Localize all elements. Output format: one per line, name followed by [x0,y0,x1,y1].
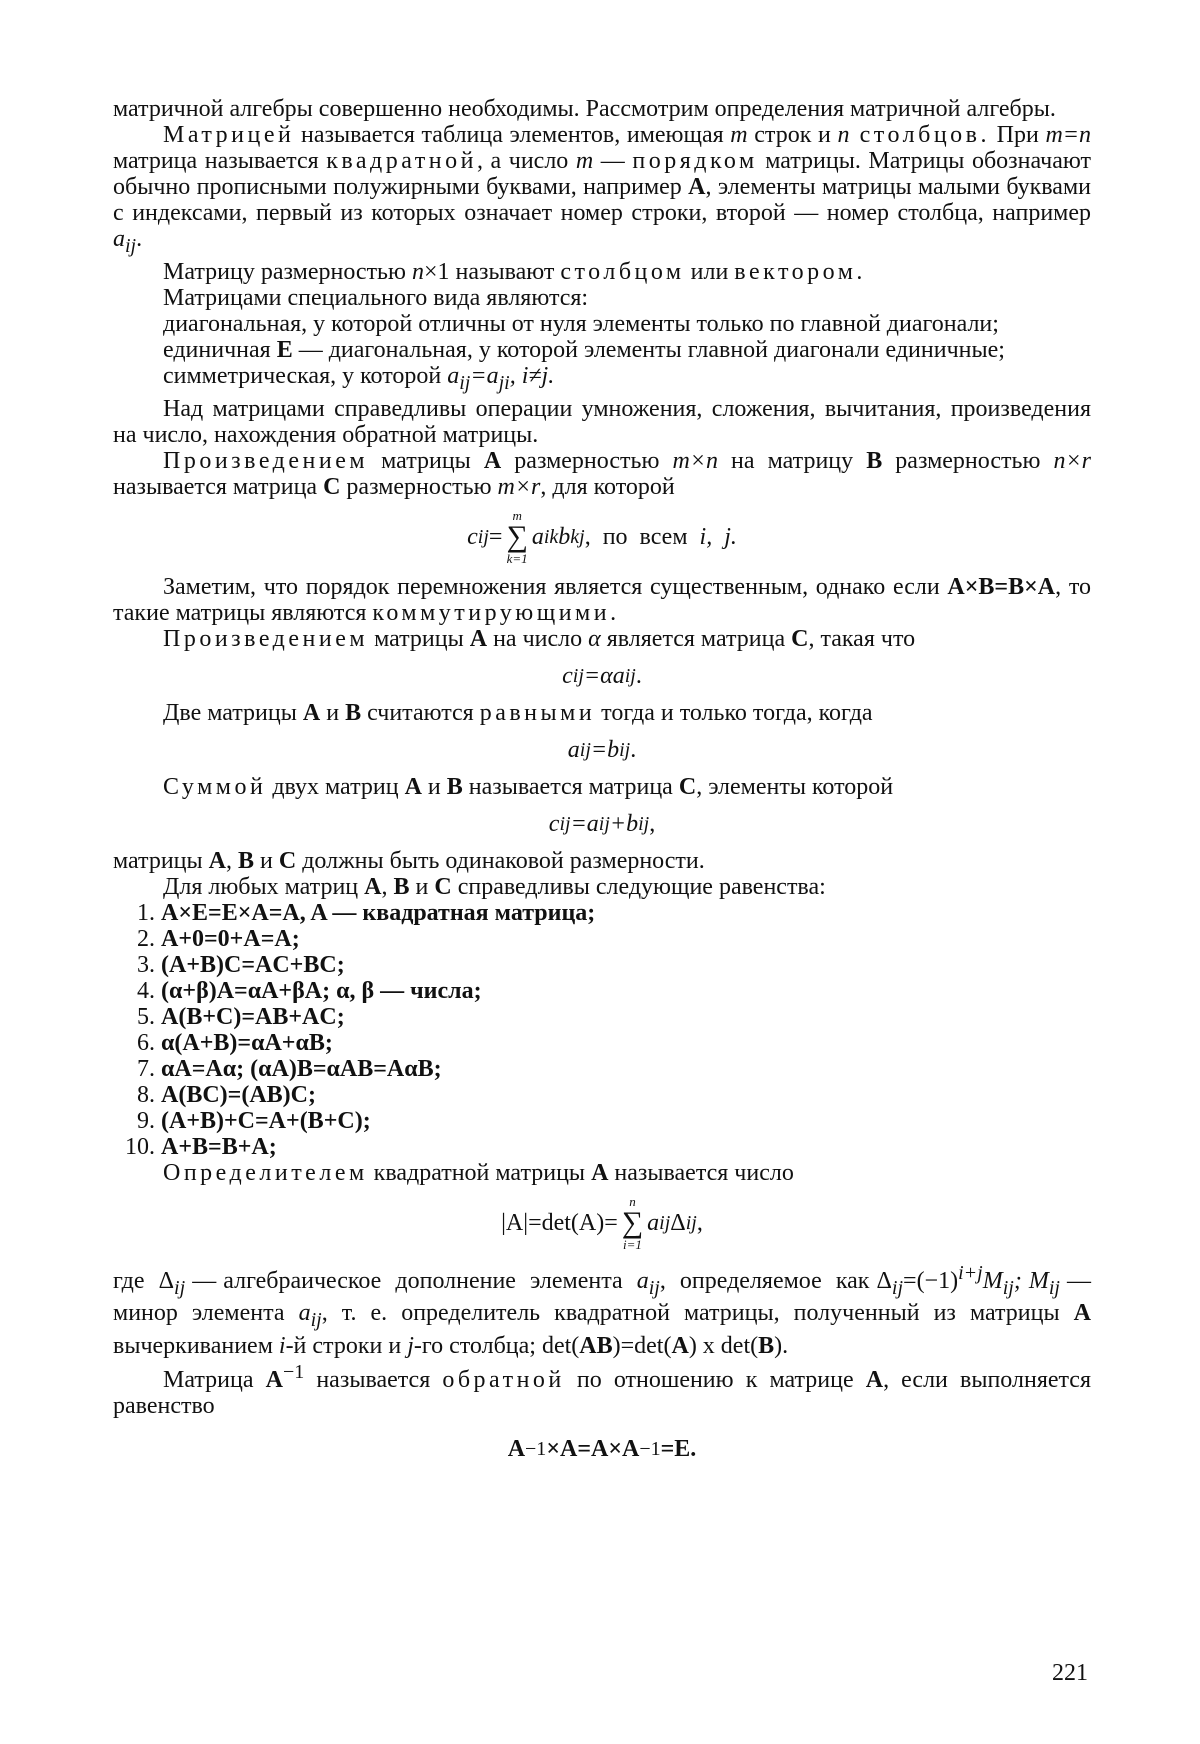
paragraph-matrix-definition: Матрицей называется таблица элементов, имеющая m строк и n столбцов. При m=n матрица называется квадратной, а число m — порядком матрицы. Матрицы обозначают обычно прописными полужирными буквами, например A, элементы матрицы малыми буквами с индексами, первый из которых означает номер строки, второй — номер столбца, например $a_{ij}$. [113,122,1091,257]
paragraph: Над матрицами справедливы операции умножения, сложения, вычитания, произведения на число, нахождения обратной матрицы. [113,395,1091,448]
list-item: 4. (α+β)A=αA+βA; α, β — числа; [137,977,482,1004]
paragraph: матричной алгебры совершенно необходимы. Рассмотрим определения матричной алгебры. [113,96,1056,122]
paragraph: единичная E — диагональная, у которой элементы главной диагонали единичные; [163,336,1005,363]
page-content [113,96,1091,1479]
paragraph-cofactor: где $\Delta_{ij}$ — алгебраическое дополнение элемента $a_{ij}$, определяемое как $\Delta_{ij}=(-1)^{i+j}M_{ij}$; $M_{ij}$ — минор элемента $a_{ij}$, т. е. определитель квадратной матрицы, полученный из матрицы A вычеркиванием i-й строки и j-го столбца; det(AB)=det(A) x det(B). [113,1261,1092,1360]
list-item: 1. A×E=E×A=A, A — квадратная матрица; [137,899,596,926]
list-item: 2. A+0=0+A=A; [137,925,300,952]
formula-inverse: A −1 ×A=A×A −1 =E. [507,1436,697,1463]
list-item: 6. α(A+B)=αA+αB; [137,1029,333,1056]
formula-determinant: |A|=det(A)= n ∑ i=1 a ij Δ ij , [501,1193,703,1252]
properties-list [113,900,1091,1160]
paragraph: Произведением матрицы A на число α является матрица C, такая что [163,625,916,652]
formula-equality: a ij =b ij . [567,736,637,763]
list-item: 9. (A+B)+C=A+(B+C); [137,1107,371,1134]
formula-scalar: c ij =αa ij . [562,662,642,689]
list-item: 8. A(BC)=(AB)C; [137,1081,316,1108]
paragraph-inverse: Матрица $A^{-1}$ называется обратной по отношению к матрице A, если выполняется равенство [113,1361,1091,1420]
paragraph: симметрическая, у которой $a_{ij}=a_{ji}$, i≠j. [163,362,555,394]
paragraph: матрицы A, B и C должны быть одинаковой размерности. [113,847,705,874]
list-item: 5. A(B+C)=AB+AC; [137,1003,345,1030]
paragraph: Суммой двух матриц A и B называется матрица C, элементы которой [163,773,894,800]
sum-symbol: m ∑ k=1 [506,507,528,566]
formula-sum: c ij =a ij +b ij , [548,810,656,837]
paragraph-determinant: Определителем квадратной матрицы A называется число [163,1159,794,1186]
list-item: 7. αA=Aα; (αA)B=αAB=AαB; [137,1055,442,1082]
paragraph-product: Произведением матрицы A размерностью m×n на матрицу B размерностью n×r называется матрица C размерностью m×r, для которой [113,447,1092,500]
list-item: 10. A+B=B+A; [125,1133,277,1160]
paragraph: Две матрицы A и B считаются равными тогда и только тогда, когда [163,699,873,726]
paragraph: диагональная, у которой отличны от нуля элементы только по главной диагонали; [163,310,999,337]
formula-product: c ij = m ∑ k=1 a ik b kj , по всем i, j. [467,507,737,566]
paragraph: Матрицами специального вида являются: [163,284,589,311]
paragraph: Для любых матриц A, B и C справедливы следующие равенства: [163,873,826,900]
paragraph-vector: Матрицу размерностью n×1 называют столбцом или вектором. [163,258,863,285]
page-number: 221 [1052,1660,1088,1686]
paragraph: Заметим, что порядок перемножения является существенным, однако если A×B=B×A, то такие матрицы являются коммутирующими. [113,573,1092,626]
sum-symbol: n ∑ i=1 [621,1193,644,1252]
list-item: 3. (A+B)C=AC+BC; [137,951,345,978]
